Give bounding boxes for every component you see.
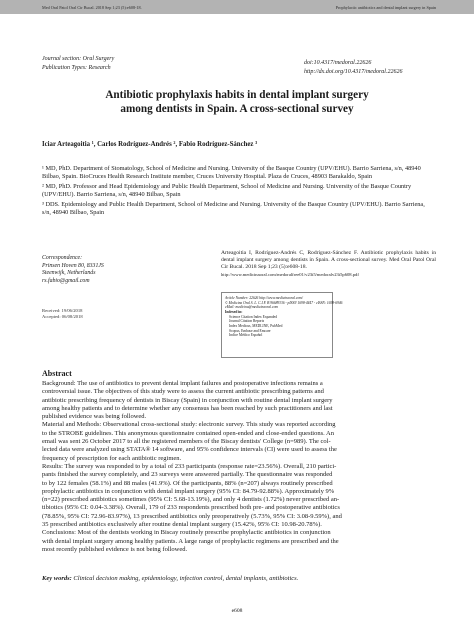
copyright-line: © Medicina Oral S. L. C.I.F. B 96689336 - pISSN 1698-4447 - eISSN: 1698-6946 (225, 300, 343, 305)
abstract-line: lected data were analyzed using STATA® 14 software, and 95% confidence intervals (CI) were used to assess the (42, 446, 337, 454)
abstract-line: (n=22) prescribed antibiotics sometimes (95% CI: 5.68-13.19%), and only 4 dentists (1.72%) never prescribed an- (42, 496, 340, 504)
running-header (0, 0, 474, 14)
doi: doi:10.4317/medoral.22626 (304, 60, 372, 66)
journal-info-box (221, 292, 343, 358)
abstract-line: antibiotic prescribing frequency of dentists in Biscay (Spain) in conjunction with routine dental implant surgery (42, 396, 333, 404)
abstract-line: Results: The survey was responded to by a total of 233 participants (response rate=23.56%). Overall, 210 partici- (42, 462, 337, 470)
index-item: Journal Citation Reports (229, 319, 265, 324)
abstract-body (42, 380, 434, 554)
header-short-title: Prophylactic antibiotics and dental implant surgery in Spain (335, 4, 436, 10)
publication-type: Publication Types: Research (42, 64, 111, 71)
index-item: Index Medicus, MEDLINE, PubMed (229, 324, 283, 328)
page-number: e608 (231, 608, 243, 614)
title-line: among dentists in Spain. A cross-sectional survey (120, 102, 354, 115)
affiliation-3: ³ DDS. Epidemiology and Public Health Department, School of Medicine and Nursing. University of the Basque Country (UPV/EHU). Barrio Sarriena, s/n, 48940 Bilbao, Spain (42, 201, 425, 217)
author-list: Iciar Arteagoitia ¹, Carlos Rodríguez-Andrés ², Fabio Rodríguez-Sánchez ³ (42, 141, 258, 148)
correspondence-line: Steenwijk, Netherlands (42, 270, 96, 277)
correspondence (42, 255, 104, 285)
abstract-line: to the STROBE guidelines. This anonymous questionnaire contained open-ended and close-ended questions. An (42, 429, 334, 437)
journal-email: eMail: medicina@medicinaoral.com (225, 305, 279, 310)
article-meta (42, 55, 114, 72)
abstract-line: tibiotics (95% CI: 0.04-3.38%). Overall, 179 of 233 respondents prescribed both pre- and postoperative antibiotics (42, 504, 340, 512)
correspondence-line: Prinsen Hoven 80, 8331JS (42, 262, 104, 269)
how-to-cite (221, 250, 436, 278)
correspondence-label: Correspondence: (42, 255, 83, 261)
index-item: Scopus, Embase and Emcare (229, 328, 271, 333)
indexed-label: Indexed in: (225, 310, 243, 315)
affiliation-2: ² MD, PhD. Professor and Head Epidemiology and Public Health Department, School of Medicine and Nursing. University of the Basque Country (UPV/EHU). Barrio Sarriena, s/n, 48940 Bilbao, Spain (42, 183, 412, 199)
abstract-line: with dental implant surgery among healthy patients. A large range of prophylactic regimens are prescribed and the (42, 537, 339, 545)
accepted-date: Accepted: 06/08/2018 (42, 314, 83, 319)
keywords-text: Clinical decision making, epidemiology, infection control, dental implants, antibiotics. (71, 575, 299, 582)
abstract-line: among healthy patients and to determine whether any consensus has been reached by such practitioners and last (42, 404, 333, 412)
article-dates (42, 308, 83, 320)
index-item: Indice Médico Español (229, 333, 263, 338)
abstract-line: (78.85%, 95% CI: 72.96-83.97%), 13 prescribed antibiotics only preoperatively (5.73%, 95% CI: 3.08-9.59%), and (42, 512, 342, 520)
abstract-line: Material and Methods: Observational cross-sectional study: electronic survey. This study was reported according (42, 421, 336, 429)
keywords (42, 575, 434, 582)
abstract-line: pants finished the survey completely, and 23 surveys were answered partially. The questionnaire was responded (42, 471, 333, 479)
abstract-line: most recently published evidence is not being followed. (42, 545, 188, 553)
abstract-line: to by 122 females (58.1%) and 88 males (41.9%). Of the participants, 88% (n=207) always routinely prescribed (42, 479, 333, 487)
citation-link[interactable]: http://www.medicinaoral.com/medoralfree01/v23i5/medoralv23i5p608.pdf (221, 272, 359, 278)
title-line: Antibiotic prophylaxis habits in dental implant surgery (105, 89, 369, 101)
abstract-line: Conclusions: Most of the dentists working in Biscay routinely prescribe prophylactic antibiotics in conjunction (42, 529, 331, 537)
abstract-line: prophylactic antibiotics in conjunction with dental implant surgery (95% CI: 84.79-92.88%). Approximately 9% (42, 487, 335, 495)
doi-block (304, 59, 402, 76)
abstract-heading: Abstract (42, 369, 72, 378)
correspondence-email[interactable]: rs.fabio@gmail.com (42, 277, 90, 284)
abstract-line: frequency of prescription for each antibiotic regimen. (42, 454, 182, 462)
affiliation-1: ¹ MD, PhD. Department of Stomatology, School of Medicine and Nursing. University of the Basque Country (UPV/EHU). Barrio Sarriena, s/n, 48940 Bilbao, Spain. BioCruces Health Research Institute member, Cruces University Hospital. Plaza de Cruces, 48903 Barakaldo, Spain (42, 165, 421, 181)
journal-section: Journal section: Oral Surgery (42, 56, 115, 62)
header-journal-citation: Med Oral Patol Oral Cir Bucal. 2018 Sep 1;23 (5):e608-18. (42, 4, 142, 10)
abstract-line: email was sent 26 October 2017 to all the registered members of the Biscay dentists' College (n=989). The col- (42, 438, 331, 446)
abstract-line: Background: The use of antibiotics to prevent dental implant failures and postoperative infections remains a (42, 380, 323, 387)
paper-title (42, 89, 432, 116)
abstract-line: 35 prescribed antibiotics exclusively after routine dental implant surgery (15.42%, 95% CI: 10.98-20.78%). (42, 521, 322, 529)
index-item: Science Citation Index Expanded (229, 314, 278, 319)
citation-text: Arteagoitia I, Rodríguez-Andrés C, Rodríguez-Sánchez F. Antibiotic prophylaxis habits in dental implant surgery among dentists in Spain. A cross-sectional survey. Med Oral Patol Oral Cir Bucal. 2018 Sep 1;23 (5):e608-18. (221, 250, 436, 271)
keywords-label: Key words: (42, 575, 72, 582)
affiliations (42, 165, 434, 220)
doi-link[interactable]: http://dx.doi.org/10.4317/medoral.22626 (304, 68, 403, 75)
abstract-line: controversial issue. The objectives of this study were to assess the current antibiotic prescribing patterns and (42, 388, 324, 396)
article-number: Article Number: 22626 http://www.medicinaoral.com/ (225, 296, 303, 300)
received-date: Received: 19/06/2018 (42, 308, 83, 313)
abstract-line: published evidence was being followed. (42, 413, 147, 421)
